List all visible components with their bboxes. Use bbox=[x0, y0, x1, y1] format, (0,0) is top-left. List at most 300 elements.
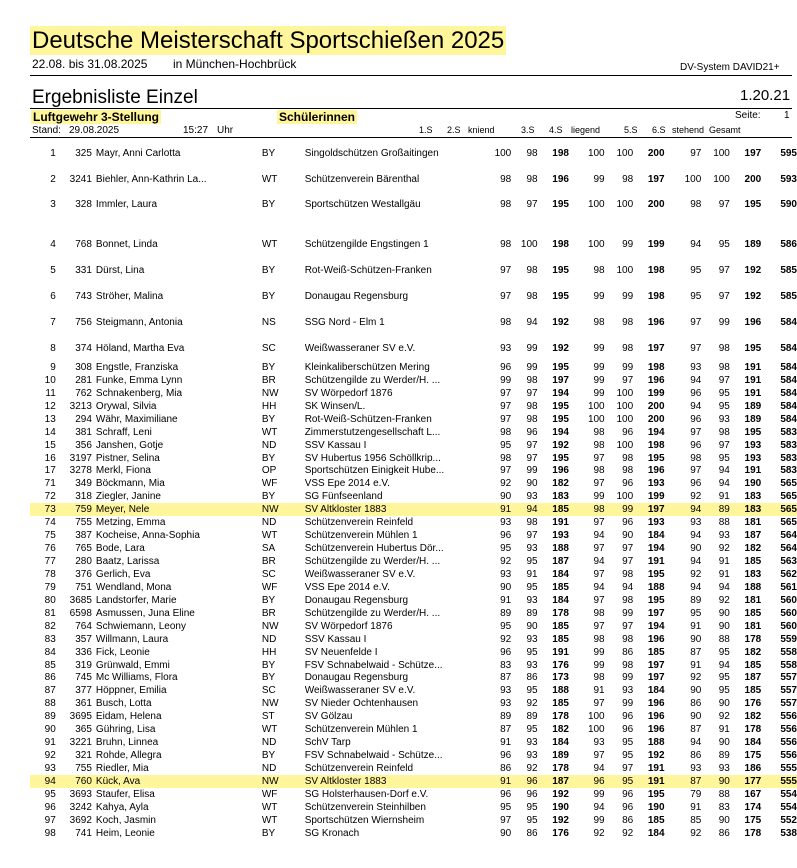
series1-cell: 89 bbox=[500, 607, 512, 619]
standing-total-cell: 183 bbox=[744, 491, 762, 503]
series3-cell: 92 bbox=[593, 827, 605, 839]
state-code-cell: NW bbox=[261, 620, 279, 632]
series3-cell: 99 bbox=[593, 290, 605, 302]
series2-cell: 90 bbox=[526, 478, 538, 490]
series1-cell: 91 bbox=[500, 737, 512, 749]
series4-cell: 98 bbox=[622, 594, 634, 606]
club-cell: FSV Schnabelwaid - Schütze... bbox=[304, 750, 443, 762]
state-code-cell: NW bbox=[261, 698, 279, 710]
start-number-cell: 281 bbox=[75, 374, 92, 386]
column-header-s6: 6.S bbox=[652, 125, 666, 135]
club-cell: Sportschützen Westallgäu bbox=[304, 199, 421, 210]
club-cell: Schützenverein Hubertus Dör... bbox=[304, 543, 444, 555]
overall-total-cell: 557 bbox=[780, 685, 797, 697]
series4-cell: 100 bbox=[616, 387, 634, 399]
series3-cell: 99 bbox=[593, 361, 605, 373]
series1-cell: 91 bbox=[483, 775, 512, 788]
series1-cell: 98 bbox=[500, 199, 512, 210]
series2-cell: 99 bbox=[526, 342, 538, 354]
series6-cell: 91 bbox=[718, 724, 730, 736]
series6-cell: 92 bbox=[718, 594, 730, 606]
series3-cell: 100 bbox=[587, 711, 605, 723]
series5-cell: 93 bbox=[690, 517, 702, 529]
result-row bbox=[30, 231, 797, 257]
start-number-cell: 751 bbox=[75, 581, 92, 593]
club-cell: Schützengilde zu Werder/H. ... bbox=[304, 556, 441, 568]
overall-total-cell: 584 bbox=[780, 387, 797, 399]
series4-cell: 100 bbox=[616, 199, 634, 210]
overall-total-cell: 538 bbox=[780, 827, 797, 839]
result-row bbox=[30, 361, 797, 374]
club-cell: Schützenverein Steinhilben bbox=[304, 801, 426, 813]
standing-total-cell: 183 bbox=[744, 568, 762, 580]
standing-total-cell: 191 bbox=[744, 374, 762, 386]
series5-cell: 93 bbox=[690, 763, 702, 775]
club-cell: SG Fünfseenland bbox=[304, 491, 383, 503]
series3-cell: 99 bbox=[593, 173, 605, 185]
series2-cell: 93 bbox=[526, 750, 538, 762]
start-number-cell: 3241 bbox=[69, 173, 92, 185]
place-cell: 79 bbox=[44, 581, 56, 593]
overall-total-cell: 565 bbox=[780, 517, 797, 529]
series4-cell: 93 bbox=[622, 685, 634, 697]
series5-cell: 87 bbox=[671, 775, 702, 788]
series1-cell: 96 bbox=[500, 646, 512, 658]
start-number-cell: 741 bbox=[75, 827, 92, 839]
overall-total-cell: 563 bbox=[780, 556, 797, 568]
start-number-cell: 356 bbox=[75, 439, 92, 451]
prone-total-cell: 185 bbox=[647, 814, 665, 826]
overall-total-cell: 584 bbox=[780, 413, 797, 425]
state-code-cell: ND bbox=[261, 763, 277, 775]
club-cell: FSV Schnabelwaid - Schütze... bbox=[304, 659, 443, 671]
start-number-cell: 331 bbox=[75, 264, 92, 276]
series2-cell: 97 bbox=[526, 439, 538, 451]
series4-cell: 97 bbox=[622, 374, 634, 386]
overall-total-cell: 559 bbox=[780, 633, 797, 645]
series3-cell: 97 bbox=[593, 620, 605, 632]
result-row bbox=[30, 607, 797, 620]
start-number-cell: 374 bbox=[75, 342, 92, 354]
series2-cell: 96 bbox=[526, 788, 538, 800]
series2-cell: 94 bbox=[526, 316, 538, 328]
kneeling-total-cell: 192 bbox=[552, 316, 569, 328]
standing-total-cell: 195 bbox=[744, 199, 762, 210]
athlete-name-cell: Mc Williams, Flora bbox=[95, 672, 178, 684]
result-row bbox=[30, 166, 797, 192]
series3-cell: 99 bbox=[593, 342, 605, 354]
series1-cell: 92 bbox=[500, 556, 512, 568]
club-cell: Donaugau Regensburg bbox=[304, 290, 409, 302]
state-code-cell: BY bbox=[261, 491, 276, 503]
start-number-cell: 3685 bbox=[69, 594, 92, 606]
series5-cell: 85 bbox=[690, 814, 702, 826]
overall-total-cell: 590 bbox=[780, 199, 797, 210]
prone-total-cell: 199 bbox=[647, 491, 665, 503]
series3-cell: 98 bbox=[593, 439, 605, 451]
athlete-name-cell: Kück, Ava bbox=[96, 775, 262, 788]
standing-total-cell: 193 bbox=[744, 452, 762, 464]
series6-cell: 92 bbox=[718, 543, 730, 555]
overall-total-cell: 586 bbox=[780, 238, 797, 250]
series6-cell: 95 bbox=[718, 672, 730, 684]
kneeling-total-cell: 195 bbox=[552, 452, 569, 464]
series4-cell: 99 bbox=[622, 672, 634, 684]
athlete-name-cell: Metzing, Emma bbox=[95, 517, 166, 529]
state-code-cell: NW bbox=[262, 503, 305, 516]
column-header-s1: 1.S bbox=[419, 125, 433, 135]
state-code-cell: BR bbox=[261, 607, 276, 619]
series2-cell: 98 bbox=[526, 290, 538, 302]
state-code-cell: ND bbox=[261, 439, 277, 451]
overall-total-cell: 583 bbox=[780, 426, 797, 438]
series3-cell: 98 bbox=[575, 503, 605, 516]
series6-cell: 88 bbox=[718, 633, 730, 645]
series3-cell: 94 bbox=[593, 581, 605, 593]
club-cell: Sportschützen Einigkeit Hube... bbox=[304, 465, 445, 477]
standing-total-cell: 185 bbox=[744, 556, 762, 568]
series6-cell: 95 bbox=[718, 238, 730, 250]
athlete-name-cell: Busch, Lotta bbox=[95, 698, 152, 710]
series5-cell: 94 bbox=[690, 374, 702, 386]
results-body bbox=[30, 140, 797, 840]
club-cell: Donaugau Regensburg bbox=[304, 594, 409, 606]
overall-total-cell: 565 bbox=[767, 503, 797, 516]
prone-total-cell: 184 bbox=[647, 827, 665, 839]
overall-total-cell: 585 bbox=[780, 290, 797, 302]
series4-cell: 99 bbox=[622, 290, 634, 302]
club-cell: Zimmerstutzengesellschaft L... bbox=[304, 426, 441, 438]
kneeling-total-cell: 188 bbox=[552, 543, 569, 555]
standing-total-cell: 175 bbox=[744, 750, 762, 762]
prone-total-cell: 197 bbox=[647, 607, 665, 619]
result-row bbox=[30, 465, 797, 478]
start-number-cell: 3221 bbox=[69, 737, 92, 749]
result-row bbox=[30, 775, 797, 788]
series1-cell: 95 bbox=[500, 801, 512, 813]
series1-cell: 99 bbox=[500, 374, 512, 386]
series3-cell: 96 bbox=[575, 775, 605, 788]
overall-total-cell: 583 bbox=[780, 439, 797, 451]
standing-total-cell: 174 bbox=[744, 801, 762, 813]
place-cell: 11 bbox=[45, 387, 56, 399]
column-header-s5: 5.S bbox=[624, 125, 638, 135]
standing-total-cell: 189 bbox=[744, 413, 762, 425]
kneeling-total-cell: 194 bbox=[552, 387, 569, 399]
state-code-cell: BR bbox=[261, 374, 276, 386]
prone-total-cell: 184 bbox=[647, 685, 665, 697]
series3-cell: 99 bbox=[593, 814, 605, 826]
standing-total-cell: 183 bbox=[730, 503, 767, 516]
series2-cell: 86 bbox=[526, 827, 538, 839]
series3-cell: 98 bbox=[593, 633, 605, 645]
header-divider bbox=[30, 75, 792, 76]
start-number-cell: 336 bbox=[75, 646, 92, 658]
series4-cell: 90 bbox=[622, 530, 634, 542]
overall-total-cell: 584 bbox=[780, 361, 797, 373]
start-number-cell: 318 bbox=[75, 491, 92, 503]
kneeling-total-cell: 184 bbox=[552, 594, 569, 606]
athlete-name-cell: Merkl, Fiona bbox=[95, 465, 151, 477]
club-cell: Schützenverein Mühlen 1 bbox=[304, 724, 418, 736]
series5-cell: 94 bbox=[690, 737, 702, 749]
series2-cell: 93 bbox=[526, 737, 538, 749]
series1-cell: 98 bbox=[500, 238, 512, 250]
column-header-stehend: stehend bbox=[672, 125, 705, 135]
prone-total-cell: 188 bbox=[647, 737, 665, 749]
series5-cell: 94 bbox=[690, 238, 702, 250]
series2-cell: 98 bbox=[526, 147, 538, 159]
place-cell: 13 bbox=[44, 413, 56, 425]
series6-cell: 91 bbox=[718, 491, 730, 503]
result-row bbox=[30, 814, 797, 827]
start-number-cell: 756 bbox=[75, 316, 92, 328]
overall-total-cell: 556 bbox=[780, 750, 797, 762]
series6-cell: 95 bbox=[718, 400, 730, 412]
series5-cell: 92 bbox=[690, 672, 702, 684]
series6-cell: 91 bbox=[718, 556, 730, 568]
state-code-cell: WF bbox=[261, 581, 278, 593]
prone-total-cell: 200 bbox=[647, 199, 665, 210]
overall-total-cell: 584 bbox=[780, 374, 797, 386]
state-code-cell: BY bbox=[261, 750, 276, 762]
place-cell: 17 bbox=[44, 465, 56, 477]
series3-cell: 100 bbox=[587, 400, 605, 412]
series4-cell: 96 bbox=[622, 478, 634, 490]
result-row bbox=[30, 192, 797, 231]
standing-total-cell: 186 bbox=[744, 763, 762, 775]
overall-total-cell: 584 bbox=[780, 400, 797, 412]
series6-cell: 98 bbox=[718, 342, 730, 354]
series2-cell: 92 bbox=[526, 698, 538, 710]
series2-cell: 98 bbox=[526, 400, 538, 412]
athlete-name-cell: Kahya, Ayla bbox=[95, 801, 149, 813]
series3-cell: 100 bbox=[587, 724, 605, 736]
result-row bbox=[30, 723, 797, 736]
series6-cell: 97 bbox=[718, 439, 730, 451]
place-cell: 16 bbox=[44, 452, 56, 464]
place-cell: 77 bbox=[44, 556, 56, 568]
series6-cell: 98 bbox=[718, 361, 730, 373]
start-number-cell: 349 bbox=[75, 478, 92, 490]
series6-cell: 95 bbox=[718, 685, 730, 697]
series1-cell: 96 bbox=[500, 530, 512, 542]
standing-total-cell: 192 bbox=[744, 290, 762, 302]
column-header-s4: 4.S bbox=[549, 125, 563, 135]
kneeling-total-cell: 198 bbox=[552, 147, 569, 159]
series2-cell: 93 bbox=[526, 633, 538, 645]
series1-cell: 95 bbox=[500, 620, 512, 632]
kneeling-total-cell: 185 bbox=[552, 620, 569, 632]
place-cell: 85 bbox=[44, 659, 56, 671]
start-number-cell: 764 bbox=[75, 620, 92, 632]
start-number-cell: 745 bbox=[75, 672, 92, 684]
place-cell: 1 bbox=[50, 147, 56, 159]
series1-cell: 91 bbox=[483, 503, 512, 516]
series2-cell: 90 bbox=[526, 620, 538, 632]
athlete-name-cell: Dürst, Lina bbox=[95, 264, 145, 276]
result-row bbox=[30, 749, 797, 762]
club-cell: SV Hubertus 1956 Schöllkrip... bbox=[304, 452, 441, 464]
series5-cell: 86 bbox=[690, 698, 702, 710]
overall-total-cell: 564 bbox=[780, 530, 797, 542]
series6-cell: 90 bbox=[718, 607, 730, 619]
overall-total-cell: 555 bbox=[767, 775, 797, 788]
kneeling-total-cell: 191 bbox=[552, 646, 569, 658]
club-cell: SK Winsen/L. bbox=[304, 400, 366, 412]
series1-cell: 93 bbox=[500, 685, 512, 697]
prone-total-cell: 198 bbox=[647, 264, 665, 276]
overall-total-cell: 558 bbox=[780, 659, 797, 671]
start-number-cell: 755 bbox=[75, 517, 92, 529]
state-code-cell: WT bbox=[261, 814, 278, 826]
kneeling-total-cell: 183 bbox=[552, 491, 569, 503]
state-code-cell: BY bbox=[261, 199, 276, 210]
prone-total-cell: 197 bbox=[647, 342, 665, 354]
standing-total-cell: 188 bbox=[744, 581, 762, 593]
series5-cell: 97 bbox=[690, 316, 702, 328]
overall-total-cell: 556 bbox=[780, 737, 797, 749]
standing-total-cell: 178 bbox=[744, 633, 762, 645]
state-code-cell: BY bbox=[261, 672, 276, 684]
state-code-cell: BY bbox=[261, 452, 276, 464]
series3-cell: 91 bbox=[593, 685, 605, 697]
place-cell: 94 bbox=[30, 775, 61, 788]
prone-total-cell: 196 bbox=[647, 316, 665, 328]
series5-cell: 95 bbox=[690, 607, 702, 619]
title-divider bbox=[30, 108, 792, 109]
series4-cell: 98 bbox=[622, 659, 634, 671]
start-number-cell: 387 bbox=[75, 530, 92, 542]
series5-cell: 87 bbox=[690, 724, 702, 736]
series6-cell: 97 bbox=[718, 290, 730, 302]
start-number-cell: 6598 bbox=[69, 607, 92, 619]
series4-cell: 99 bbox=[622, 361, 634, 373]
series1-cell: 98 bbox=[500, 316, 512, 328]
athlete-name-cell: Höland, Martha Eva bbox=[95, 342, 185, 354]
series2-cell: 98 bbox=[526, 264, 538, 276]
series5-cell: 97 bbox=[690, 342, 702, 354]
series6-cell: 89 bbox=[718, 750, 730, 762]
column-header-liegend: liegend bbox=[571, 125, 601, 135]
kneeling-total-cell: 195 bbox=[552, 361, 569, 373]
series4-cell: 98 bbox=[622, 342, 634, 354]
series2-cell: 89 bbox=[526, 607, 538, 619]
place-cell: 78 bbox=[44, 568, 56, 580]
result-row bbox=[30, 827, 797, 840]
series6-cell: 100 bbox=[713, 147, 730, 159]
series6-cell: 99 bbox=[718, 316, 730, 328]
series5-cell: 79 bbox=[690, 788, 702, 800]
series5-cell: 97 bbox=[690, 426, 702, 438]
series2-cell: 96 bbox=[511, 775, 537, 788]
version-label: 1.20.21 bbox=[740, 87, 791, 104]
athlete-name-cell: Kocheise, Anna-Sophia bbox=[95, 530, 200, 542]
athlete-name-cell: Höppner, Emilia bbox=[95, 685, 167, 697]
series6-cell: 94 bbox=[718, 465, 730, 477]
place-cell: 6 bbox=[50, 290, 56, 302]
prone-total-cell: 198 bbox=[647, 439, 665, 451]
series5-cell: 96 bbox=[690, 439, 702, 451]
kneeling-total-cell: 192 bbox=[552, 439, 569, 451]
page-number: 1 bbox=[784, 110, 790, 121]
result-row bbox=[30, 309, 797, 335]
series6-cell: 95 bbox=[718, 387, 730, 399]
start-number-cell: 365 bbox=[75, 724, 92, 736]
series2-cell: 96 bbox=[526, 426, 538, 438]
stand-time: 15:27 bbox=[183, 125, 209, 136]
state-code-cell: SC bbox=[261, 568, 276, 580]
overall-total-cell: 556 bbox=[780, 711, 797, 723]
club-cell: VSS Epe 2014 e.V. bbox=[304, 478, 390, 490]
kneeling-total-cell: 195 bbox=[552, 199, 569, 210]
series4-cell: 86 bbox=[622, 646, 634, 658]
standing-total-cell: 167 bbox=[744, 788, 762, 800]
series2-cell: 95 bbox=[526, 685, 538, 697]
prone-total-cell: 200 bbox=[647, 147, 665, 159]
table-header-divider bbox=[30, 137, 792, 138]
result-row bbox=[30, 672, 797, 685]
series3-cell: 97 bbox=[593, 568, 605, 580]
state-code-cell: ND bbox=[261, 633, 277, 645]
series1-cell: 97 bbox=[500, 387, 512, 399]
series4-cell: 97 bbox=[622, 556, 634, 568]
start-number-cell: 3197 bbox=[69, 452, 92, 464]
series1-cell: 93 bbox=[500, 568, 512, 580]
athlete-name-cell: Gerlich, Eva bbox=[95, 568, 151, 580]
state-code-cell: ND bbox=[261, 517, 277, 529]
result-row bbox=[30, 374, 797, 387]
prone-total-cell: 196 bbox=[647, 465, 665, 477]
series5-cell: 94 bbox=[690, 400, 702, 412]
place-cell: 5 bbox=[50, 264, 56, 276]
result-row bbox=[30, 646, 797, 659]
prone-total-cell: 196 bbox=[647, 724, 665, 736]
state-code-cell: NW bbox=[262, 775, 305, 788]
series6-cell: 92 bbox=[718, 711, 730, 723]
overall-total-cell: 561 bbox=[780, 581, 797, 593]
series5-cell: 90 bbox=[690, 543, 702, 555]
series5-cell: 94 bbox=[690, 581, 702, 593]
series6-cell: 93 bbox=[718, 763, 730, 775]
kneeling-total-cell: 195 bbox=[552, 290, 569, 302]
series1-cell: 98 bbox=[500, 426, 512, 438]
athlete-name-cell: Grünwald, Emmi bbox=[95, 659, 170, 671]
standing-total-cell: 182 bbox=[744, 543, 762, 555]
kneeling-total-cell: 195 bbox=[552, 264, 569, 276]
series2-cell: 95 bbox=[526, 801, 538, 813]
result-row bbox=[30, 413, 797, 426]
prone-total-cell: 197 bbox=[647, 173, 665, 185]
kneeling-total-cell: 198 bbox=[552, 238, 569, 250]
series2-cell: 93 bbox=[526, 491, 538, 503]
place-cell: 76 bbox=[44, 543, 56, 555]
series2-cell: 98 bbox=[526, 374, 538, 386]
series1-cell: 100 bbox=[494, 147, 512, 159]
place-cell: 74 bbox=[44, 517, 56, 529]
standing-total-cell: 189 bbox=[744, 238, 762, 250]
series1-cell: 98 bbox=[500, 452, 512, 464]
kneeling-total-cell: 187 bbox=[552, 556, 569, 568]
standing-total-cell: 195 bbox=[744, 426, 762, 438]
series2-cell: 99 bbox=[526, 361, 538, 373]
athlete-name-cell: Biehler, Ann-Kathrin La... bbox=[95, 173, 207, 185]
series1-cell: 97 bbox=[500, 413, 512, 425]
series2-cell: 98 bbox=[526, 517, 538, 529]
series5-cell: 97 bbox=[690, 147, 702, 159]
club-cell: Sportschützen Wiernsheim bbox=[304, 814, 425, 826]
series6-cell: 90 bbox=[701, 775, 730, 788]
